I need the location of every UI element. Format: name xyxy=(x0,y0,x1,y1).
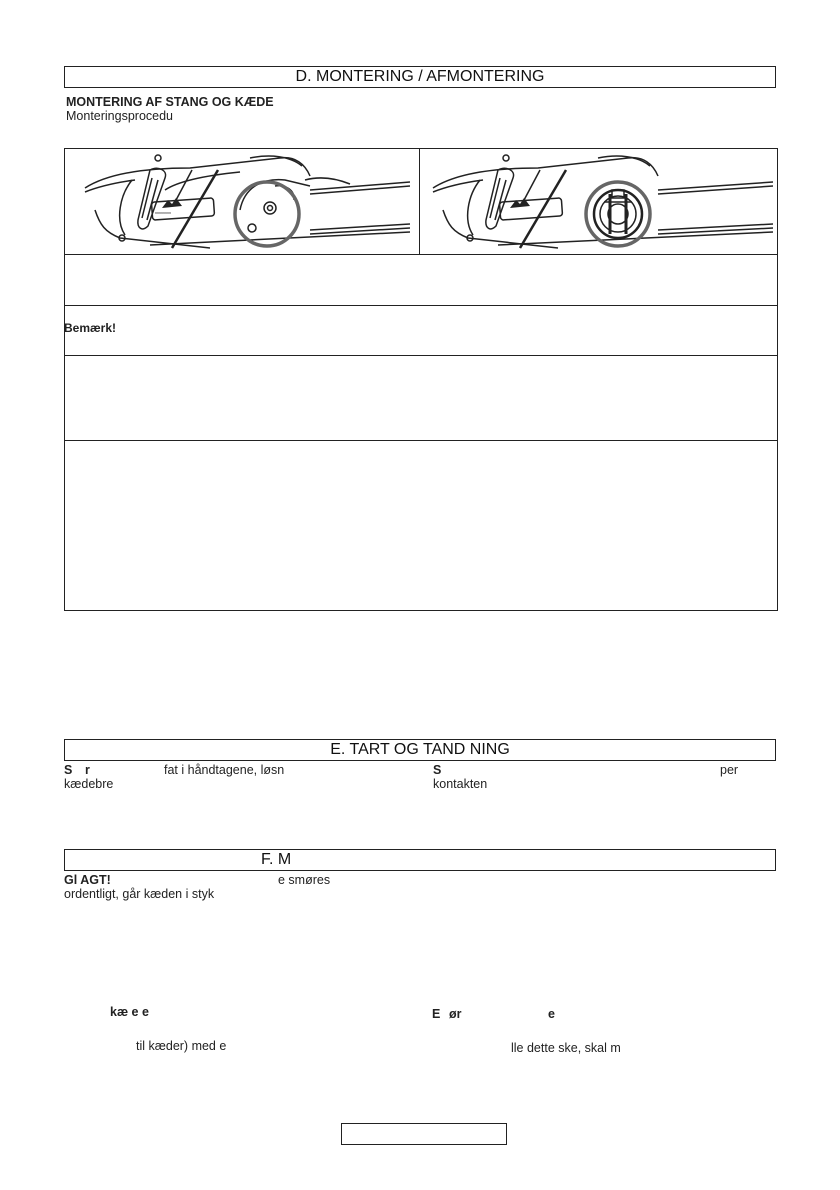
section-f-right-heading-or: ør xyxy=(449,1007,462,1021)
section-d-note-label: Bemærk! xyxy=(64,321,117,335)
table-left-border xyxy=(64,148,65,610)
svg-text:xxxxxxxx: xxxxxxxx xyxy=(155,210,171,215)
table-right-border xyxy=(777,148,778,610)
section-e-left-line2: kædebre xyxy=(64,777,114,791)
section-f-right-text: lle dette ske, skal m xyxy=(511,1041,621,1055)
page-number-box xyxy=(341,1123,507,1145)
section-f-line2: ordentligt, går kæden i styk xyxy=(64,887,215,901)
table-row-divider-3 xyxy=(64,355,778,356)
table-row-divider-4 xyxy=(64,440,778,441)
section-f-title: F. M xyxy=(64,849,776,871)
section-f-left-text: til kæder) med e xyxy=(136,1039,227,1053)
table-top-border xyxy=(64,148,778,149)
section-e-title: E. TART OG TAND NING xyxy=(64,739,776,761)
section-e-right-per: per xyxy=(720,763,739,777)
section-e-left-s: S xyxy=(64,763,73,777)
section-e-left-r: r xyxy=(85,763,90,777)
section-f-left-heading: kæ e e xyxy=(110,1005,149,1019)
section-d-title: D. MONTERING / AFMONTERING xyxy=(64,66,776,88)
table-bottom-border xyxy=(64,610,778,611)
table-image-divider xyxy=(419,148,420,254)
chainsaw-illustration-2 xyxy=(428,150,773,252)
section-f-right-heading-e: E xyxy=(432,1007,441,1021)
section-e-right-line2: kontakten xyxy=(433,777,488,791)
section-d-text: Monteringsprocedu xyxy=(66,109,174,123)
section-f-warning-text: e smøres xyxy=(278,873,331,887)
section-f-right-heading-end: e xyxy=(548,1007,555,1021)
section-e-right-s: S xyxy=(433,763,442,777)
section-d-subtitle: MONTERING AF STANG OG KÆDE xyxy=(66,95,274,109)
section-f-warning-label: Gl AGT! xyxy=(64,873,111,887)
section-e-left-text: fat i håndtagene, løsn xyxy=(164,763,285,777)
table-row-divider-1 xyxy=(64,254,778,255)
table-row-divider-2 xyxy=(64,305,778,306)
chainsaw-illustration-1 xyxy=(80,150,410,252)
